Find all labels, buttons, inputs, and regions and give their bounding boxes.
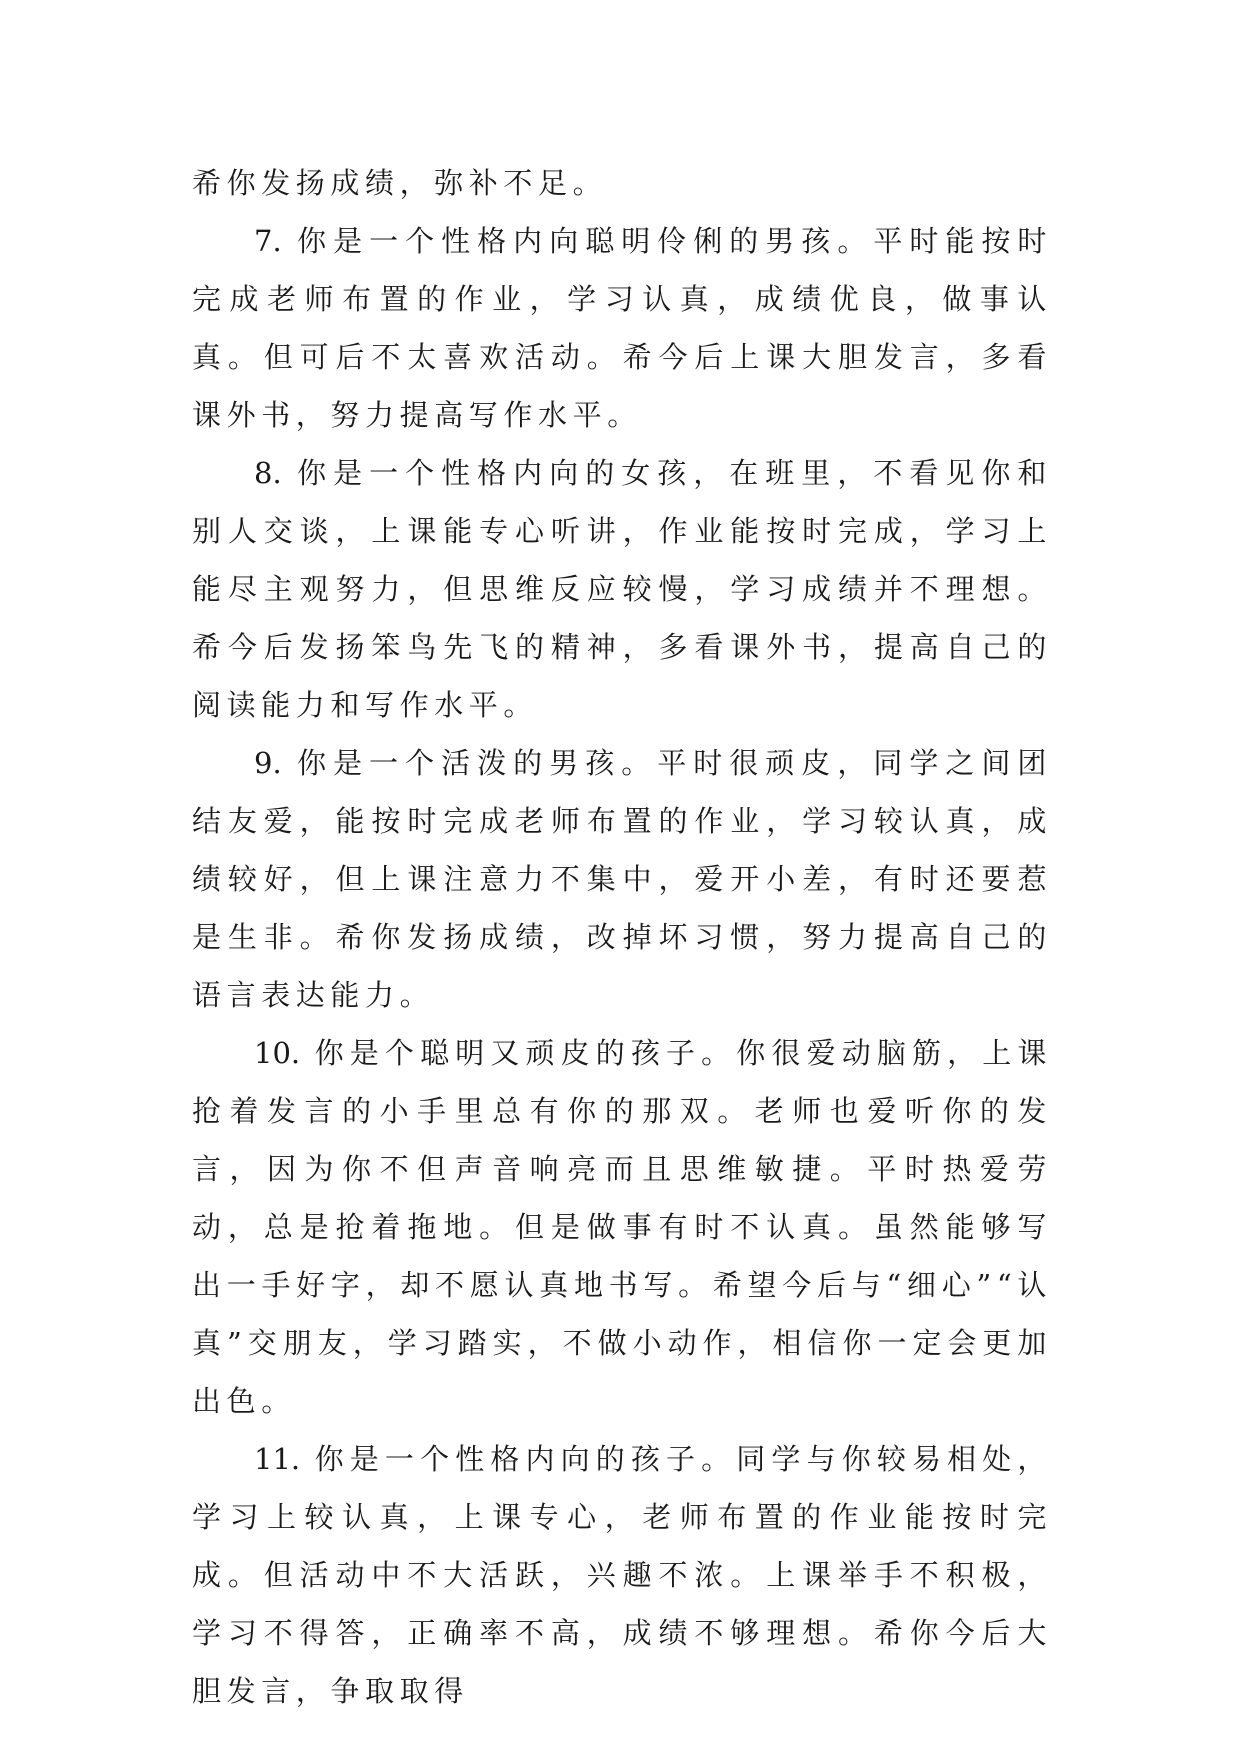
paragraph-text: 你是一个活泼的男孩。平时很顽皮，同学之间团结友爱，能按时完成老师布置的作业，学习较认真，成绩较好，但上课注意力不集中，爱开小差，有时还要惹是生非。希你发扬成绩，改掉坏习惯，努力提高自己的语言表达能力。 (192, 746, 1052, 1012)
paragraph-text: 希你发扬成绩，弥补不足。 (192, 166, 608, 200)
paragraph-text: 你是个聪明又顽皮的孩子。你很爱动脑筋，上课抢着发言的小手里总有你的那双。老师也爱听你的发言，因为你不但声音响亮而且思维敏捷。平时热爱劳动，总是抢着拖地。但是做事有时不认真。虽然能够写出一手好字，却不愿认真地书写。希望今后与“细心”“认真”交朋友，学习踏实，不做小动作，相信你一定会更加出色。 (192, 1036, 1052, 1418)
paragraph-number: 9. (254, 746, 282, 780)
comment-paragraph-7 (192, 212, 1052, 444)
paragraph-number: 11. (254, 1442, 301, 1476)
comment-paragraph-9 (192, 734, 1052, 1024)
paragraph-number: 8. (254, 456, 282, 490)
paragraph-number: 7. (254, 224, 282, 258)
comment-paragraph-11 (192, 1430, 1052, 1720)
paragraph-text: 你是一个性格内向聪明伶俐的男孩。平时能按时完成老师布置的作业，学习认真，成绩优良，做事认真。但可后不太喜欢活动。希今后上课大胆发言，多看课外书，努力提高写作水平。 (192, 224, 1052, 432)
comment-paragraph-8 (192, 444, 1052, 734)
document-body (192, 154, 1052, 1720)
paragraph-continuation (192, 154, 1052, 212)
comment-paragraph-10 (192, 1024, 1052, 1430)
paragraph-text: 你是一个性格内向的女孩，在班里，不看见你和别人交谈，上课能专心听讲，作业能按时完成，学习上能尽主观努力，但思维反应较慢，学习成绩并不理想。希今后发扬笨鸟先飞的精神，多看课外书，提高自己的阅读能力和写作水平。 (192, 456, 1052, 722)
paragraph-text: 你是一个性格内向的孩子。同学与你较易相处，学习上较认真，上课专心，老师布置的作业能按时完成。但活动中不大活跃，兴趣不浓。上课举手不积极，学习不得答，正确率不高，成绩不够理想。希你今后大胆发言，争取取得 (192, 1442, 1052, 1708)
paragraph-number: 10. (254, 1036, 301, 1070)
